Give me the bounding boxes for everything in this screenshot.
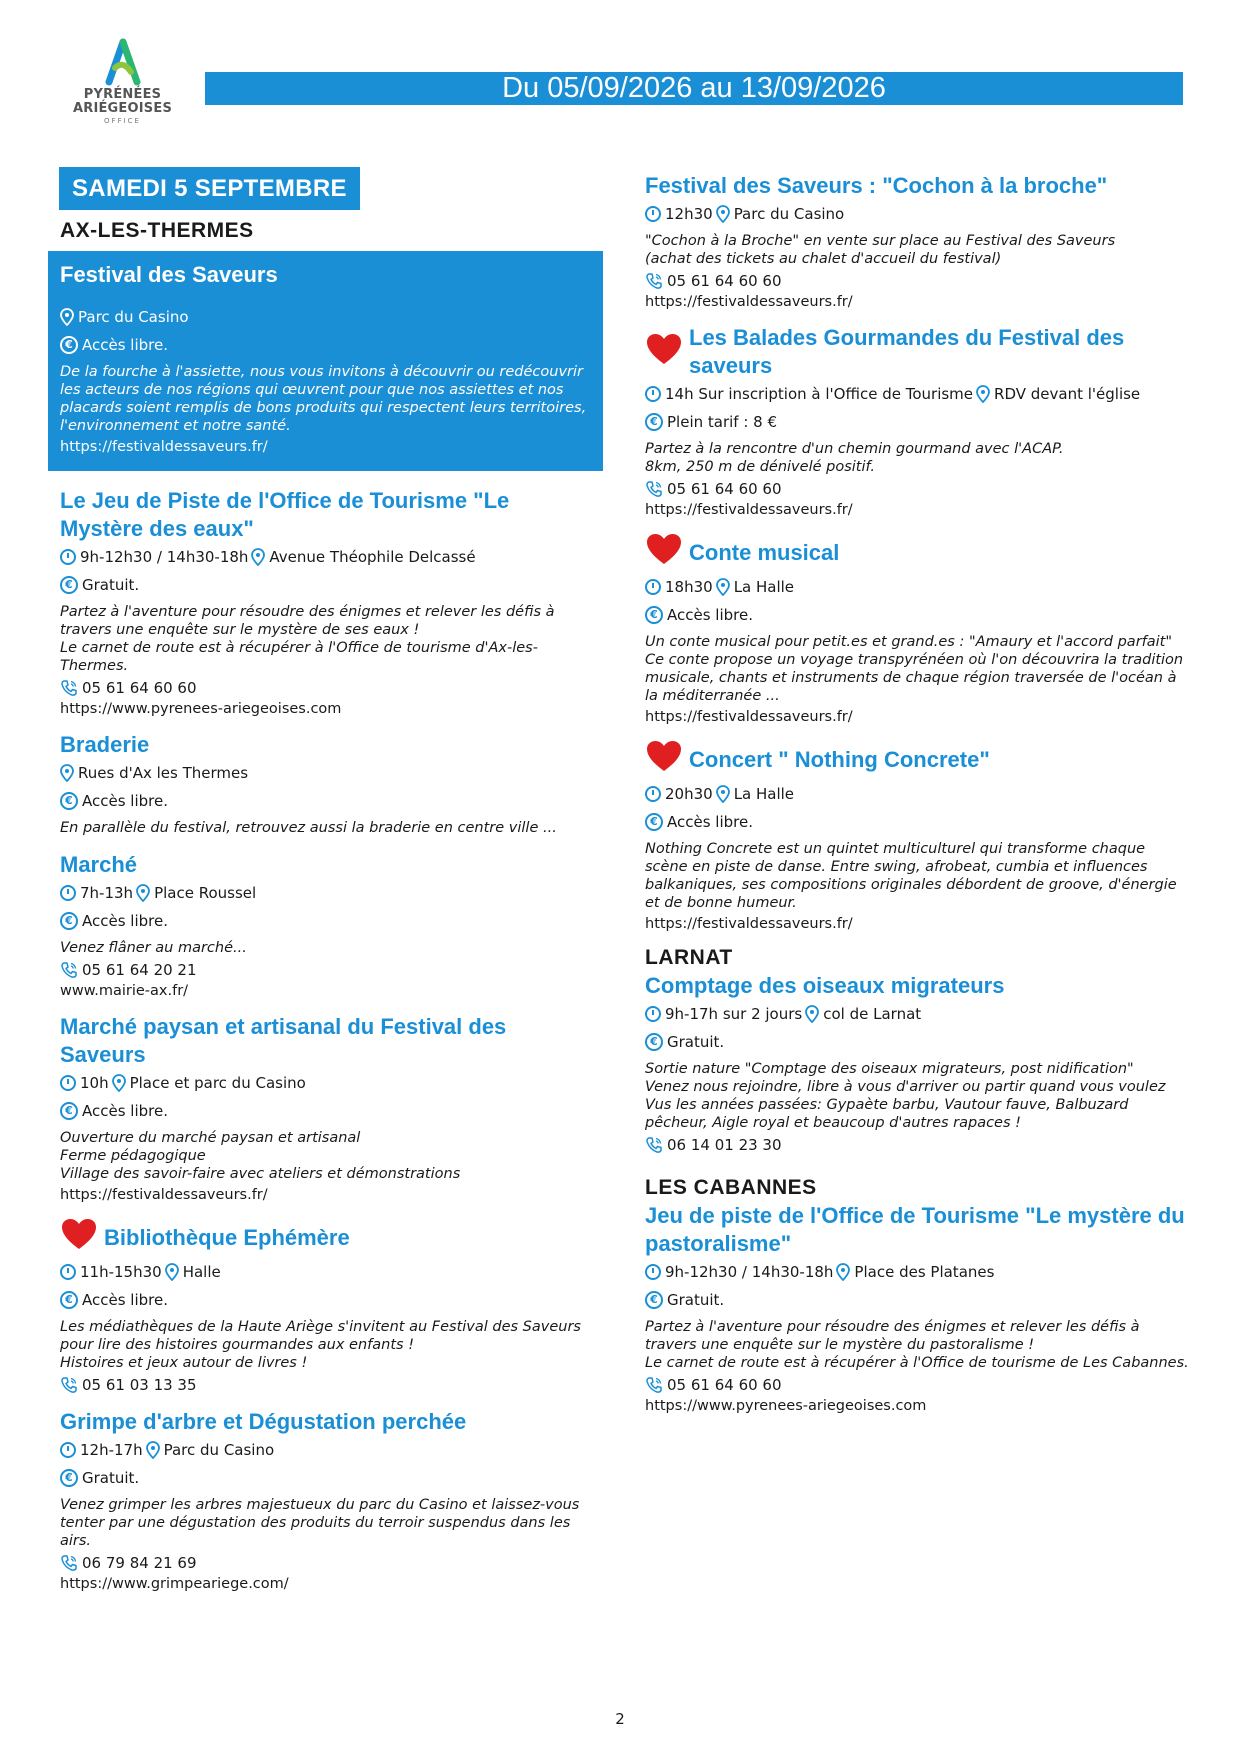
- euro-icon: €: [645, 1033, 663, 1051]
- event-link[interactable]: https://festivaldessaveurs.fr/: [645, 916, 853, 932]
- euro-icon: €: [60, 912, 78, 930]
- event: [48, 731, 603, 837]
- event-price-text: Plein tarif : 8 €: [667, 413, 778, 431]
- event-time: 18h30: [665, 578, 713, 596]
- location-pin-icon: [60, 764, 74, 782]
- event-time-location: [60, 763, 591, 783]
- event-price-text: Accès libre.: [82, 1102, 168, 1120]
- location-pin-icon: [112, 1074, 126, 1092]
- logo-text-line2: ARIÉGEOISES: [72, 101, 173, 116]
- event-title: [645, 739, 1190, 780]
- event-title: [645, 172, 1190, 200]
- event-price-text: Gratuit.: [82, 1469, 140, 1487]
- event: [645, 172, 1190, 310]
- event-place: La Halle: [733, 785, 795, 803]
- event-place: Place des Platanes: [854, 1263, 995, 1281]
- event-description: De la fourche à l'assiette, nous vous invitons à découvrir ou redécouvrir les acteurs de nos régions qui œuvrent pour que nos assiettes et nos placards soient remplis de bons produits qui respectent leurs territoires, l'environnement et notre santé.: [60, 364, 587, 434]
- event-price: [645, 812, 1190, 832]
- event-time-location: [645, 1262, 1190, 1282]
- event-price: [645, 1032, 1190, 1052]
- euro-icon: €: [60, 1469, 78, 1487]
- event-place: col de Larnat: [823, 1005, 922, 1023]
- clock-icon: [645, 1264, 661, 1280]
- description-line: Ouverture du marché paysan et artisanal: [60, 1130, 361, 1146]
- phone-number[interactable]: 05 61 03 13 35: [82, 1376, 197, 1394]
- event-price: [60, 911, 591, 931]
- event-title-text: Jeu de piste de l'Office de Tourisme "Le mystère du pastoralisme": [645, 1203, 1185, 1256]
- event-description: [645, 440, 1190, 476]
- event-price: [60, 791, 591, 811]
- event-place: Halle: [182, 1263, 221, 1281]
- event-time-location: [645, 1004, 1190, 1024]
- event-description: [645, 1318, 1190, 1372]
- event: [48, 851, 603, 999]
- description-line: Les médiathèques de la Haute Ariège s'invitent au Festival des Saveurs pour lire des histoires gourmandes aux enfants !: [60, 1319, 581, 1353]
- event-title: [645, 324, 1190, 380]
- location-pin-icon: [251, 548, 265, 566]
- euro-icon: €: [645, 1291, 663, 1309]
- page-number: 2: [615, 1710, 625, 1728]
- description-line: Histoires et jeux autour de livres !: [60, 1355, 308, 1371]
- event-place: Parc du Casino: [78, 308, 189, 326]
- clock-icon: [645, 206, 661, 222]
- event-time-location: [60, 883, 591, 903]
- event-description: [60, 1496, 591, 1550]
- heart-icon: [645, 332, 683, 373]
- event-link[interactable]: https://festivaldessaveurs.fr/: [645, 709, 853, 725]
- event-price: [60, 1290, 591, 1310]
- event-time: 9h-12h30 / 14h30-18h: [80, 548, 249, 566]
- left-event-list: [48, 487, 603, 1592]
- right-event-list-3: [645, 1202, 1190, 1414]
- event-title: [60, 487, 591, 543]
- town-heading-larnat: LARNAT: [645, 946, 733, 969]
- right-column: [645, 172, 1190, 1428]
- event-link[interactable]: https://www.pyrenees-ariegeoises.com: [645, 1398, 927, 1414]
- event: [48, 1217, 603, 1394]
- event-link[interactable]: www.mairie-ax.fr/: [60, 983, 189, 999]
- event-title-text: Braderie: [60, 732, 150, 757]
- event: [48, 1408, 603, 1592]
- event-time-location: [645, 204, 1190, 224]
- event-time-location: [60, 1262, 591, 1282]
- event-phone: [645, 1376, 1190, 1394]
- event: [645, 972, 1190, 1154]
- right-event-list-1: [645, 172, 1190, 932]
- phone-icon: [645, 272, 663, 290]
- location-pin-icon: [60, 308, 74, 326]
- highlight-event: [48, 251, 603, 471]
- description-line: 8km, 250 m de dénivelé positif.: [645, 459, 875, 475]
- event-title-text: Marché: [60, 852, 138, 877]
- event-place: RDV devant l'église: [994, 385, 1141, 403]
- description-line: Village des savoir-faire avec ateliers et démonstrations: [60, 1166, 461, 1182]
- clock-icon: [60, 1264, 76, 1280]
- euro-icon: €: [645, 813, 663, 831]
- event-place: Parc du Casino: [733, 205, 845, 223]
- event-time: 11h-15h30: [80, 1263, 162, 1281]
- event-link[interactable]: https://festivaldessaveurs.fr/: [60, 1187, 268, 1203]
- phone-number[interactable]: 05 61 64 20 21: [82, 961, 197, 979]
- heart-icon: [645, 532, 683, 573]
- event-time-location: [60, 1440, 591, 1460]
- event-description: [645, 840, 1190, 912]
- phone-number[interactable]: 06 14 01 23 30: [667, 1136, 782, 1154]
- town-heading: AX-LES-THERMES: [60, 219, 254, 242]
- event-description: [60, 819, 591, 837]
- location-pin-icon: [805, 1005, 819, 1023]
- event-price: [60, 1101, 591, 1121]
- event-title: [60, 731, 591, 759]
- description-line: Partez à la rencontre d'un chemin gourmand avec l'ACAP.: [645, 441, 1064, 457]
- event-link[interactable]: https://www.grimpeariege.com/: [60, 1576, 289, 1592]
- event: [645, 739, 1190, 932]
- phone-number[interactable]: 05 61 64 60 60: [82, 679, 197, 697]
- logo-text-line3: OFFICE: [104, 117, 141, 125]
- description-line: Un conte musical pour petit.es et grand.es : "Amaury et l'accord parfait": [645, 634, 1173, 650]
- left-column: [48, 170, 603, 1606]
- logo-text-line1: PYRÉNÉES: [83, 87, 162, 102]
- event-title-text: Comptage des oiseaux migrateurs: [645, 973, 1005, 998]
- event-price: [645, 605, 1190, 625]
- description-line: Sortie nature "Comptage des oiseaux migrateurs, post nidification": [645, 1061, 1134, 1077]
- event-title-text: Grimpe d'arbre et Dégustation perchée: [60, 1409, 467, 1434]
- event: [645, 324, 1190, 518]
- clock-icon: [60, 885, 76, 901]
- phone-icon: [645, 480, 663, 498]
- description-line: (achat des tickets au chalet d'accueil du festival): [645, 251, 1002, 267]
- location-pin-icon: [146, 1441, 160, 1459]
- clock-icon: [645, 579, 661, 595]
- day-heading: SAMEDI 5 SEPTEMBRE: [62, 170, 357, 207]
- description-line: Nothing Concrete est un quintet multiculturel qui transforme chaque scène en piste de danse. Entre swing, afrobeat, cumbia et influences balkaniques, ses compositions originales débordent de groove, d'énergie et de bonne humeur.: [645, 841, 1177, 911]
- event-title: Festival des Saveurs: [60, 262, 278, 287]
- event-title: [60, 1408, 591, 1436]
- description-line: En parallèle du festival, retrouvez aussi la braderie en centre ville ...: [60, 820, 557, 836]
- event-time-location: [645, 384, 1190, 404]
- description-line: Le carnet de route est à récupérer à l'Office de tourisme d'Ax-les-Thermes.: [60, 640, 538, 674]
- description-line: Venez flâner au marché...: [60, 940, 247, 956]
- date-range-banner: Du 05/09/2026 au 13/09/2026: [205, 72, 1183, 105]
- location-pin-icon: [976, 385, 990, 403]
- heart-icon: [60, 1217, 98, 1258]
- event-link[interactable]: https://festivaldessaveurs.fr/: [645, 294, 853, 310]
- event-phone: [645, 480, 1190, 498]
- phone-icon: [60, 679, 78, 697]
- description-line: Vus les années passées: Gypaète barbu, Vautour fauve, Balbuzard pêcheur, Aigle royal et beaucoup d'autres rapaces !: [645, 1097, 1129, 1131]
- event-price-text: Gratuit.: [667, 1033, 725, 1051]
- event-title-text: Les Balades Gourmandes du Festival des saveurs: [689, 325, 1125, 378]
- phone-icon: [60, 961, 78, 979]
- event-phone: [645, 272, 1190, 290]
- event-phone: [60, 679, 591, 697]
- euro-icon: €: [645, 606, 663, 624]
- location-pin-icon: [136, 884, 150, 902]
- event-place: Place et parc du Casino: [129, 1074, 306, 1092]
- event-description: [645, 1060, 1190, 1132]
- event-time-location: [645, 577, 1190, 597]
- clock-icon: [60, 1075, 76, 1091]
- event-location: [60, 307, 591, 327]
- clock-icon: [645, 786, 661, 802]
- event-title: [645, 1202, 1190, 1258]
- event-price-text: Accès libre.: [82, 912, 168, 930]
- phone-number[interactable]: 05 61 64 60 60: [667, 272, 782, 290]
- description-line: Venez nous rejoindre, libre à vous d'arriver ou partir quand vous voulez: [645, 1079, 1166, 1095]
- clock-icon: [645, 1006, 661, 1022]
- clock-icon: [645, 386, 661, 402]
- logo: [70, 38, 175, 126]
- event-price: [60, 335, 591, 355]
- event-place: Place Roussel: [154, 884, 257, 902]
- event-price: [645, 1290, 1190, 1310]
- phone-number[interactable]: 05 61 64 60 60: [667, 480, 782, 498]
- euro-icon: €: [60, 336, 78, 354]
- event-phone: [645, 1136, 1190, 1154]
- event-time: 10h: [80, 1074, 109, 1092]
- event-price-text: Gratuit.: [82, 576, 140, 594]
- event-description: [60, 603, 591, 675]
- clock-icon: [60, 549, 76, 565]
- event-price-text: Gratuit.: [667, 1291, 725, 1309]
- event-title: [645, 532, 1190, 573]
- event-description: [645, 232, 1190, 268]
- event-description: [60, 939, 591, 957]
- event-title: [60, 851, 591, 879]
- event-title: [645, 972, 1190, 1000]
- location-pin-icon: [165, 1263, 179, 1281]
- event-title-text: Concert " Nothing Concrete": [689, 746, 990, 772]
- logo-mark-icon: [103, 38, 143, 88]
- phone-icon: [60, 1376, 78, 1394]
- location-pin-icon: [716, 578, 730, 596]
- event: [48, 1013, 603, 1203]
- event-link[interactable]: https://www.pyrenees-ariegeoises.com: [60, 701, 342, 717]
- event-phone: [60, 961, 591, 979]
- event-price: [645, 412, 1190, 432]
- location-pin-icon: [716, 785, 730, 803]
- event: [48, 487, 603, 717]
- town-heading-les-cabannes: LES CABANNES: [645, 1176, 817, 1199]
- event-time: 14h Sur inscription à l'Office de Tourisme: [665, 385, 974, 403]
- event-price: [60, 575, 591, 595]
- event-link[interactable]: https://festivaldessaveurs.fr/: [645, 502, 853, 518]
- clock-icon: [60, 1442, 76, 1458]
- event: [645, 1202, 1190, 1414]
- phone-number[interactable]: 05 61 64 60 60: [667, 1376, 782, 1394]
- event-description: [60, 1318, 591, 1372]
- description-line: Partez à l'aventure pour résoudre des énigmes et relever les défis à travers une enquête sur le mystère du pastoralisme !: [645, 1319, 1140, 1353]
- description-line: Ferme pédagogique: [60, 1148, 206, 1164]
- event-title-text: Conte musical: [689, 539, 840, 565]
- location-pin-icon: [716, 205, 730, 223]
- event-time: 7h-13h: [80, 884, 134, 902]
- description-line: Partez à l'aventure pour résoudre des énigmes et relever les défis à travers une enquête sur le mystère de ses eaux !: [60, 604, 555, 638]
- event-price-text: Accès libre.: [82, 1291, 168, 1309]
- event-time: 12h-17h: [80, 1441, 143, 1459]
- event-time-location: [645, 784, 1190, 804]
- event: [645, 532, 1190, 725]
- euro-icon: €: [60, 792, 78, 810]
- event-description: [645, 633, 1190, 705]
- event-place: La Halle: [733, 578, 795, 596]
- event-phone: [60, 1554, 591, 1572]
- event-time-location: [60, 547, 591, 567]
- event-price-text: Accès libre.: [82, 792, 168, 810]
- event-title: [60, 1217, 591, 1258]
- phone-icon: [60, 1554, 78, 1572]
- phone-icon: [645, 1136, 663, 1154]
- event-time: 20h30: [665, 785, 713, 803]
- euro-icon: €: [60, 1102, 78, 1120]
- location-pin-icon: [836, 1263, 850, 1281]
- event-title: [60, 1013, 591, 1069]
- euro-icon: €: [60, 1291, 78, 1309]
- event-price-text: Accès libre.: [82, 336, 168, 354]
- event-title-text: Le Jeu de Piste de l'Office de Tourisme "Le Mystère des eaux": [60, 488, 510, 541]
- description-line: Ce conte propose un voyage transpyrénéen où l'on découvrira la tradition musicale, chants et instruments de chaque région traversée de l'océan à la méditerranée ...: [645, 652, 1184, 704]
- event-title-text: Festival des Saveurs : "Cochon à la broche": [645, 173, 1108, 198]
- description-line: Le carnet de route est à récupérer à l'Office de tourisme de Les Cabannes.: [645, 1355, 1189, 1371]
- event-phone: [60, 1376, 591, 1394]
- event-place: Parc du Casino: [163, 1441, 275, 1459]
- heart-icon: [645, 739, 683, 780]
- description-line: Venez grimper les arbres majestueux du parc du Casino et laissez-vous tenter par une dégustation des produits du terroir suspendus dans les airs.: [60, 1497, 580, 1549]
- event-place: Avenue Théophile Delcassé: [269, 548, 476, 566]
- event-time: 9h-17h sur 2 jours: [665, 1005, 803, 1023]
- event-link[interactable]: https://festivaldessaveurs.fr/: [60, 439, 268, 455]
- euro-icon: €: [60, 576, 78, 594]
- event-title-text: Marché paysan et artisanal du Festival des Saveurs: [60, 1014, 507, 1067]
- event-description: [60, 1129, 591, 1183]
- event-price-text: Accès libre.: [667, 606, 753, 624]
- phone-icon: [645, 1376, 663, 1394]
- phone-number[interactable]: 06 79 84 21 69: [82, 1554, 197, 1572]
- description-line: "Cochon à la Broche" en vente sur place au Festival des Saveurs: [645, 233, 1116, 249]
- event-time: 12h30: [665, 205, 713, 223]
- right-event-list-2: [645, 972, 1190, 1154]
- event-price: [60, 1468, 591, 1488]
- event-time: 9h-12h30 / 14h30-18h: [665, 1263, 834, 1281]
- euro-icon: €: [645, 413, 663, 431]
- event-price-text: Accès libre.: [667, 813, 753, 831]
- event-place: Rues d'Ax les Thermes: [78, 764, 249, 782]
- event-time-location: [60, 1073, 591, 1093]
- event-title-text: Bibliothèque Ephémère: [104, 1224, 350, 1250]
